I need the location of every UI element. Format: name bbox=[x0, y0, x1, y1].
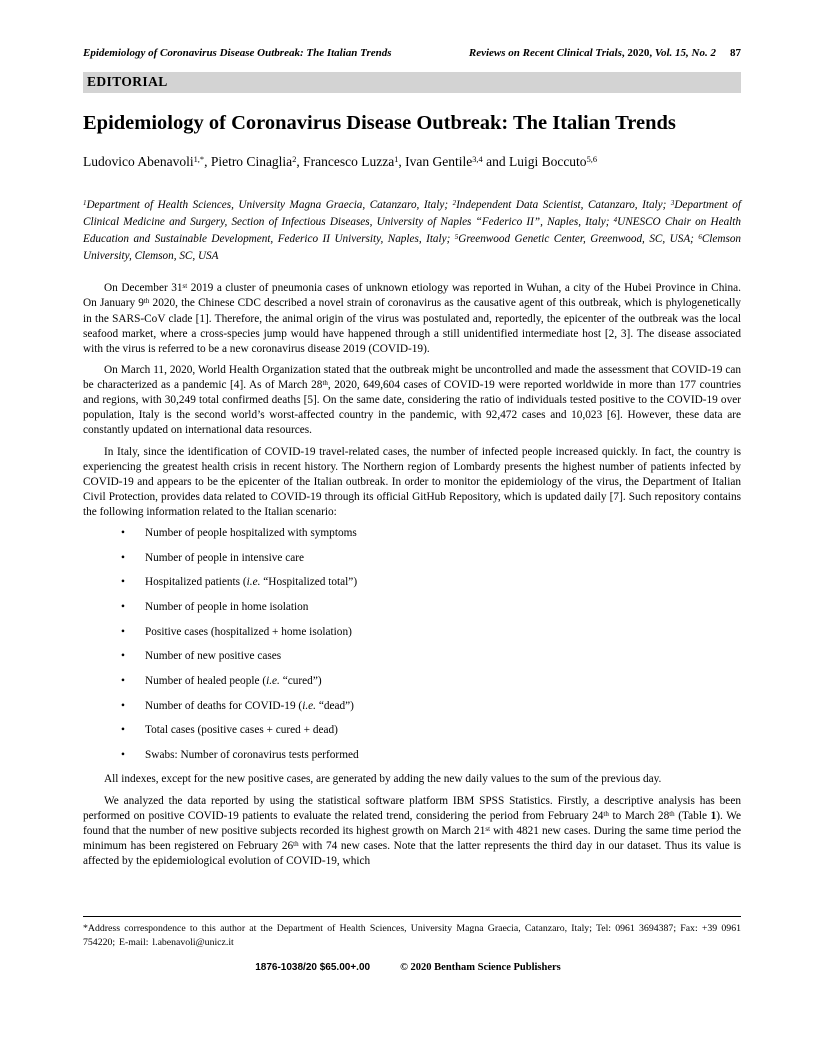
bullet-icon: • bbox=[121, 699, 125, 712]
page-content bbox=[83, 0, 741, 875]
list-item-text: Number of new positive cases bbox=[145, 650, 282, 663]
list-item-text: Number of people in intensive care bbox=[145, 551, 305, 564]
list-item bbox=[83, 551, 741, 566]
bullet-icon: • bbox=[121, 674, 125, 687]
page-number: 87 bbox=[730, 47, 741, 59]
list-item bbox=[83, 600, 741, 615]
list-item-text: Number of deaths for COVID-19 (i.e. “dead”) bbox=[145, 699, 354, 712]
affiliations: $^1$Department of Health Sciences, University Magna Graecia, Catanzaro, Italy; $^2$Independent Data Scientist, Catanzaro, Italy; $^3$Department of Clinical Medicine and Surgery, Section of Infectious Diseases, University of Naples “Federico II”, Naples, Italy; $^4$UNESCO Chair on Health Education and Sustainable Development, Federico II University, Naples, Italy; $^5$Greenwood Genetic Center, Greenwood, SC, USA; $^6$Clemson University, Clemson, SC, USA bbox=[83, 199, 741, 262]
list-item-text: Number of people in home isolation bbox=[145, 601, 309, 614]
article-body bbox=[83, 281, 741, 869]
repository-data-list bbox=[83, 526, 741, 763]
bullet-icon: • bbox=[121, 576, 125, 589]
list-item bbox=[83, 723, 741, 738]
list-item bbox=[83, 575, 741, 590]
issn-price: 1876-1038/20 $65.00+.00 bbox=[255, 962, 371, 973]
paragraph-italy: In Italy, since the identification of COVID-19 travel-related cases, the number of infected people increased quickly. In fact, the country is experiencing the greatest health crisis in recent history. The Northern region of Lombardy presents the highest number of patients infected by COVID-19 and appears to be the epicenter of the Italian outbreak. In order to monitor the epidemiology of the virus, the Department of Italian Civil Protection, provides data related to COVID-19 through its official GitHub Repository, which is updated daily [7]. Such repository contains the following information related to the Italian scenario: bbox=[83, 445, 741, 519]
list-item-text: Positive cases (hospitalized + home isolation) bbox=[145, 625, 352, 638]
bullet-icon: • bbox=[121, 650, 125, 663]
correspondence-footnote: *Address correspondence to this author at the Department of Health Sciences, University Magna Graecia, Catanzaro, Italy; Tel: 0961 3694387; Fax: +39 0961 754220; E-mail: l.abenavoli@unicz.it bbox=[83, 916, 741, 950]
publisher-footer bbox=[0, 962, 816, 973]
list-item bbox=[83, 674, 741, 689]
article-title: Epidemiology of Coronavirus Disease Outbreak: The Italian Trends bbox=[83, 112, 676, 134]
bullet-icon: • bbox=[121, 748, 125, 761]
list-item-text: Total cases (positive cases + cured + dead) bbox=[145, 724, 338, 737]
list-item bbox=[83, 699, 741, 714]
copyright-notice: © 2020 Bentham Science Publishers bbox=[400, 962, 561, 973]
list-item-text: Hospitalized patients (i.e. “Hospitalized total”) bbox=[145, 576, 358, 589]
section-label-bar bbox=[83, 72, 741, 93]
paragraph-intro: On December 31st 2019 a cluster of pneumonia cases of unknown etiology was reported in Wuhan, a city of the Hubei Province in China. On January 9th 2020, the Chinese CDC described a novel strain of coronavirus as the causative agent of this outbreak, which is phylogenetically in the SARS-CoV clade [1]. Therefore, the animal origin of the virus was postulated and, reportedly, the epicenter of the outbreak was the local seafood market, where a cross-species jump would have happened through a still unidentified intermediate host [2, 3]. The disease associated with the virus is referred to be a new coronavirus disease 2019 (COVID-19). bbox=[83, 282, 741, 355]
running-head-journal bbox=[469, 47, 741, 59]
journal-citation: Reviews on Recent Clinical Trials, 2020, Vol. 15, No. 2 bbox=[468, 47, 716, 59]
list-item-text: Swabs: Number of coronavirus tests performed bbox=[145, 748, 359, 761]
running-head bbox=[83, 47, 741, 59]
list-item bbox=[83, 526, 741, 541]
bullet-icon: • bbox=[121, 724, 125, 737]
paragraph-pandemic: On March 11, 2020, World Health Organization stated that the outbreak might be uncontrolled and made the assessment that COVID-19 can be characterized as a pandemic [4]. As of March 28th, 2020, 649,604 cases of COVID-19 were reported worldwide in more than 177 countries and regions, with 30,249 total confirmed deaths [5]. On the same date, considering the ratio of individuals tested positive to the COVID-19 over population, Italy is the second world’s worst-affected country in the pandemic, with 92,472 cases and 10,023 [6]. However, these data are constantly updated on international data resources. bbox=[83, 363, 742, 437]
list-item bbox=[83, 625, 741, 640]
section-label: EDITORIAL bbox=[87, 74, 168, 89]
bullet-icon: • bbox=[121, 601, 125, 614]
author-list: Ludovico Abenavoli$^{1,*}$, Pietro Cinaglia$^2$, Francesco Luzza$^1$, Ivan Gentile$^{3,4}$ and Luigi Boccuto$^{5,6}$ bbox=[83, 153, 598, 169]
running-head-article-title: Epidemiology of Coronavirus Disease Outbreak: The Italian Trends bbox=[83, 47, 392, 59]
bullet-icon: • bbox=[121, 551, 125, 564]
bullet-icon: • bbox=[121, 527, 125, 540]
paragraph-indexes-note: All indexes, except for the new positive cases, are generated by adding the new daily values to the sum of the previous day. bbox=[104, 773, 662, 786]
list-item bbox=[83, 748, 741, 763]
bullet-icon: • bbox=[121, 625, 125, 638]
list-item-text: Number of people hospitalized with symptoms bbox=[145, 527, 357, 540]
list-item bbox=[83, 649, 741, 664]
list-item-text: Number of healed people (i.e. “cured”) bbox=[145, 674, 322, 687]
paragraph-analysis: We analyzed the data reported by using the statistical software platform IBM SPSS Statistics. Firstly, a descriptive analysis has been performed on positive COVID-19 patients to evaluate the related trend, considering the period from February 24th to March 28th (Table 1). We found that the number of new positive subjects recorded its highest growth on March 21st with 4821 new cases. During the same time period the minimum has been registered on February 26th with 74 new cases. Note that the latter represents the third day in our dataset. Thus its value is affected by the epidemiological evolution of COVID-19, which bbox=[83, 794, 741, 868]
